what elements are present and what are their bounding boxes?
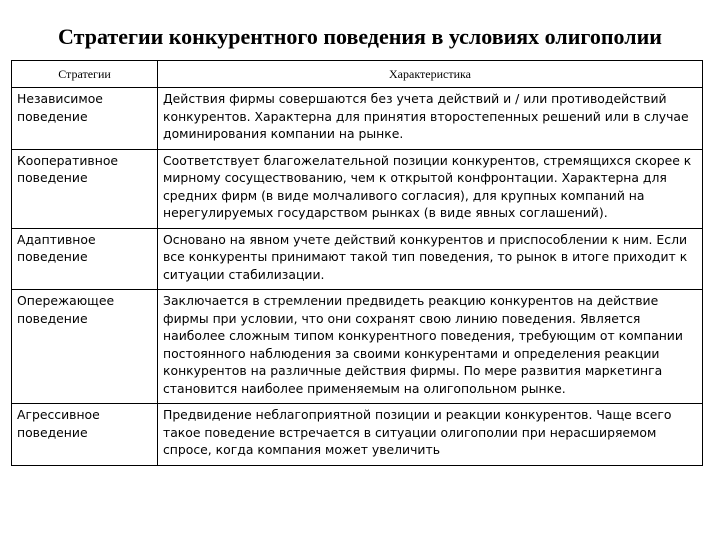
table-row <box>12 290 703 404</box>
column-header-characteristic: Характеристика <box>158 61 703 88</box>
table-row <box>12 149 703 228</box>
strategy-description-cell: Основано на явном учете действий конкурентов и приспособлении к ним. Если все конкуренты принимают такой тип поведения, то рынок в итоге приходит к ситуации стабилизации. <box>158 228 703 290</box>
strategy-description-cell: Заключается в стремлении предвидеть реакцию конкурентов на действие фирмы при условии, что они сохранят свою линию поведения. Является наиболее сложным типом конкурентного поведения, требующим от компании постоянного наблюдения за своими конкурентами и определения реакции конкурентов на различные действия фирмы. По мере развития маркетинга становится наиболее применяемым на олигопольном рынке. <box>158 290 703 404</box>
strategy-description-cell: Действия фирмы совершаются без учета действий и / или противодействий конкурентов. Характерна для принятия второстепенных решений или в случае доминирования компании на рынке. <box>158 88 703 150</box>
strategy-name-cell: Независимое поведение <box>12 88 158 150</box>
table-header-row <box>12 61 703 88</box>
strategy-name-cell: Агрессивное поведение <box>12 404 158 466</box>
column-header-strategies: Стратегии <box>12 61 158 88</box>
table-row <box>12 228 703 290</box>
strategy-description-cell: Предвидение неблагоприятной позиции и реакции конкурентов. Чаще всего такое поведение встречается в ситуации олигополии при нерасширяемом спросе, когда компания может увеличить <box>158 404 703 466</box>
table-row <box>12 88 703 150</box>
strategy-description-cell: Соответствует благожелательной позиции конкурентов, стремящихся скорее к мирному сосуществованию, чем к открытой конфронтации. Характерна для средних фирм (в виде молчаливого согласия), для крупных компаний на нерегулируемых государством рынках (в виде явных соглашений). <box>158 149 703 228</box>
strategy-name-cell: Адаптивное поведение <box>12 228 158 290</box>
table-row <box>12 404 703 466</box>
strategy-name-cell: Опережающее поведение <box>12 290 158 404</box>
strategies-table <box>11 60 703 466</box>
strategy-name-cell: Кооперативное поведение <box>12 149 158 228</box>
page-title: Стратегии конкурентного поведения в условиях олигополии <box>58 24 662 49</box>
